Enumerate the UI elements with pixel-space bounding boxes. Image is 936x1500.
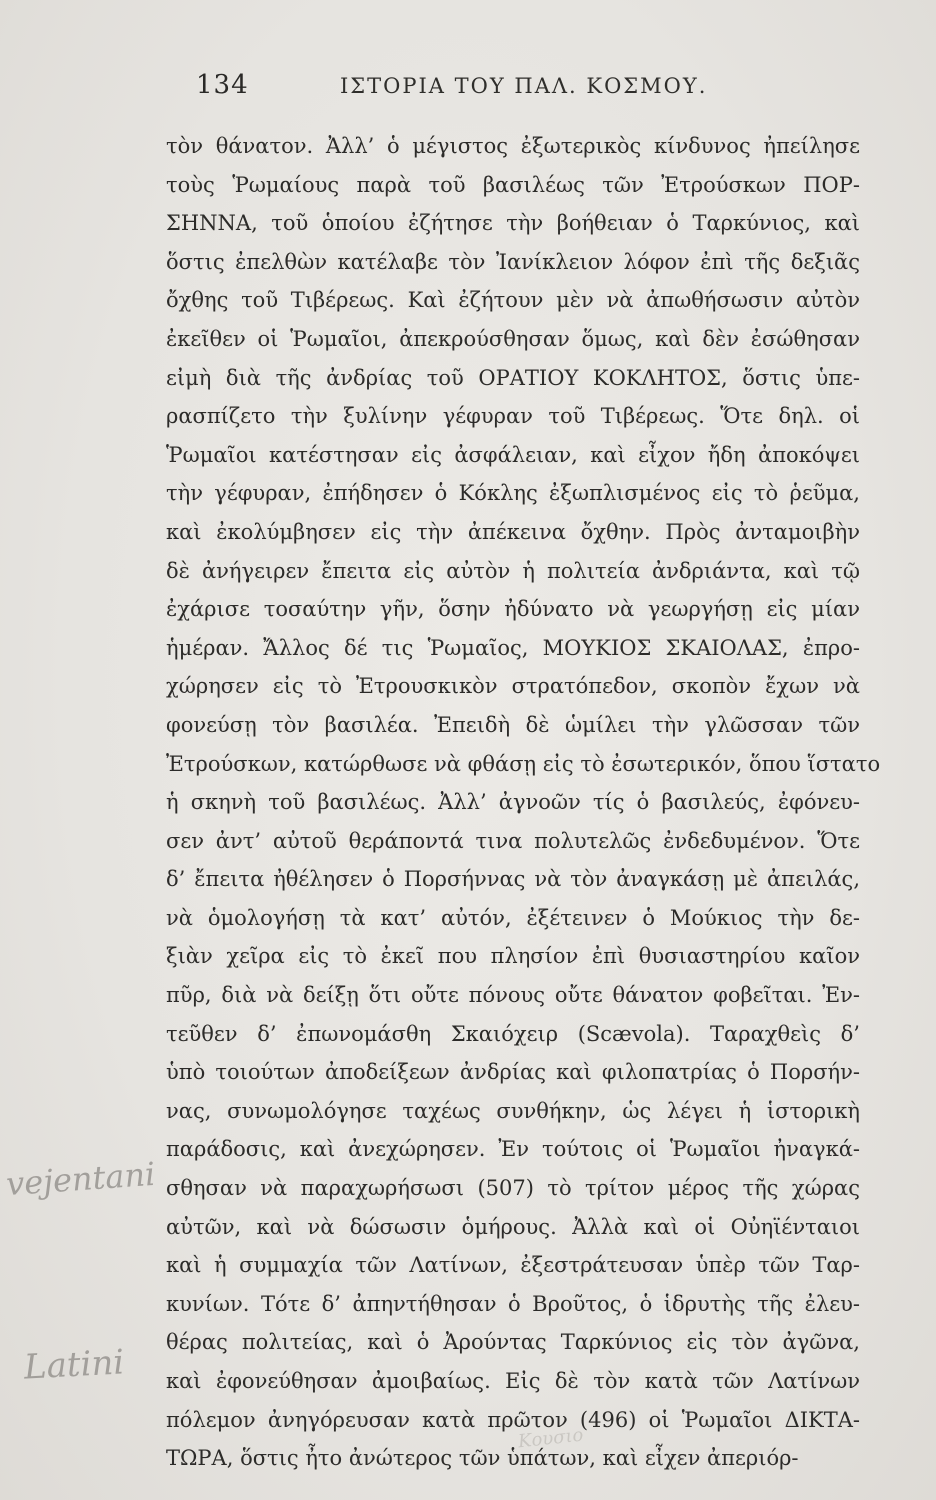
- text-line: φονεύσῃ τὸν βασιλέα. Ἐπειδὴ δὲ ὡμίλει τὴν γλῶσσαν τῶν: [166, 712, 860, 737]
- page-number: 134: [196, 70, 249, 100]
- text-line: τεῦθεν δ’ ἐπωνομάσθη Σκαιόχειρ (Scævola). Ταραχθεὶς δ’: [166, 1021, 860, 1046]
- faint-handwritten-note: Κουσιο: [517, 1424, 585, 1453]
- text-line: δὲ ἀνήγειρεν ἔπειτα εἰς αὐτὸν ἡ πολιτεία ἀνδριάντα, καὶ τῷ: [166, 558, 860, 583]
- page-header: [190, 64, 830, 104]
- text-line: καὶ ἐφονεύθησαν ἀμοιβαίως. Εἰς δὲ τὸν κατὰ τῶν Λατίνων: [166, 1369, 860, 1393]
- text-line: ΣΗΝΝΑ, τοῦ ὁποίου ἐζήτησε τὴν βοήθειαν ὁ Ταρκύνιος, καὶ: [166, 211, 860, 236]
- text-line: νὰ ὁμολογήσῃ τὰ κατ’ αὐτόν, ἐξέτεινεν ὁ Μούκιος τὴν δε-: [166, 905, 860, 930]
- text-line: ἡμέραν. Ἄλλος δέ τις Ῥωμαῖος, ΜΟΥΚΙΟΣ ΣΚΑΙΟΛΑΣ, ἐπρο-: [166, 635, 860, 660]
- text-line: ὑπὸ τοιούτων ἀποδείξεων ἀνδρίας καὶ φιλοπατρίας ὁ Πορσήν-: [166, 1060, 860, 1085]
- text-line: σθησαν νὰ παραχωρήσωσι (507) τὸ τρίτον μέρος τῆς χώρας: [166, 1176, 860, 1201]
- text-line: ἐχάρισε τοσαύτην γῆν, ὅσην ἠδύνατο νὰ γεωργήσῃ εἰς μίαν: [166, 597, 860, 622]
- handwritten-margin-note: vejentani: [4, 1154, 157, 1204]
- text-line: ξιὰν χεῖρα εἰς τὸ ἐκεῖ που πλησίον ἐπὶ θυσιαστηρίου καῖον: [166, 944, 860, 969]
- text-line: αὐτῶν, καὶ νὰ δώσωσιν ὁμήρους. Ἀλλὰ καὶ οἱ Οὐηϊένταιοι: [166, 1214, 860, 1239]
- text-line: πῦρ, διὰ νὰ δείξῃ ὅτι οὔτε πόνους οὔτε θάνατον φοβεῖται. Ἐν-: [166, 983, 860, 1008]
- text-line: ρασπίζετο τὴν ξυλίνην γέφυραν τοῦ Τιβέρεως. Ὅτε δηλ. οἱ: [166, 404, 860, 429]
- text-line: πόλεμον ἀνηγόρευσαν κατὰ πρῶτον (496) οἱ Ῥωμαῖοι ΔΙΚΤΑ-: [166, 1407, 860, 1432]
- text-line: καὶ ἡ συμμαχία τῶν Λατίνων, ἐξεστράτευσαν ὑπὲρ τῶν Ταρ-: [166, 1253, 860, 1278]
- text-line: σεν ἀντ’ αὐτοῦ θεράποντά τινα πολυτελῶς ἐνδεδυμένον. Ὅτε: [166, 828, 860, 853]
- running-title: ΙΣΤΟΡΙΑ ΤΟΥ ΠΑΛ. ΚΟΣΜΟΥ.: [340, 74, 708, 98]
- text-line: Ῥωμαῖοι κατέστησαν εἰς ἀσφάλειαν, καὶ εἶχον ἤδη ἀποκόψει: [166, 442, 860, 467]
- text-line: δ’ ἔπειτα ἠθέλησεν ὁ Πορσήννας νὰ τὸν ἀναγκάσῃ μὲ ἀπειλάς,: [166, 867, 860, 892]
- body-text: [166, 127, 881, 1478]
- text-line: τὸν θάνατον. Ἀλλ’ ὁ μέγιστος ἐξωτερικὸς κίνδυνος ἠπείλησε: [166, 134, 860, 158]
- text-line: ἐκεῖθεν οἱ Ῥωμαῖοι, ἀπεκρούσθησαν ὅμως, καὶ δὲν ἐσώθησαν: [166, 326, 860, 351]
- text-line: νας, συνωμολόγησε ταχέως συνθήκην, ὡς λέγει ἡ ἱστορικὴ: [166, 1098, 860, 1123]
- text-line: ΤΩΡΑ, ὅστις ἦτο ἀνώτερος τῶν ὑπάτων, καὶ εἶχεν ἀπεριόρ-: [166, 1446, 799, 1471]
- text-line: εἰμὴ διὰ τῆς ἀνδρίας τοῦ ΟΡΑΤΙΟΥ ΚΟΚΛΗΤΟΣ, ὅστις ὑπε-: [166, 365, 860, 390]
- text-line: Ἐτρούσκων, κατώρθωσε νὰ φθάσῃ εἰς τὸ ἐσωτερικόν, ὅπου ἵστατο: [166, 751, 881, 776]
- text-line: ἡ σκηνὴ τοῦ βασιλέως. Ἀλλ’ ἀγνοῶν τίς ὁ βασιλεύς, ἐφόνευ-: [166, 790, 860, 815]
- text-line: κυνίων. Τότε δ’ ἀπηντήθησαν ὁ Βροῦτος, ὁ ἱδρυτὴς τῆς ἐλευ-: [166, 1291, 860, 1316]
- text-line: καὶ ἐκολύμβησεν εἰς τὴν ἀπέκεινα ὄχθην. Πρὸς ἀνταμοιβὴν: [166, 519, 860, 544]
- text-line: παράδοσις, καὶ ἀνεχώρησεν. Ἐν τούτοις οἱ Ῥωμαῖοι ἠναγκά-: [166, 1137, 860, 1162]
- text-line: ὄχθης τοῦ Τιβέρεως. Καὶ ἐζήτουν μὲν νὰ ἀπωθήσωσιν αὐτὸν: [166, 288, 860, 313]
- handwritten-margin-note: Latini: [23, 1342, 126, 1388]
- text-line: θέρας πολιτείας, καὶ ὁ Ἀρούντας Ταρκύνιος εἰς τὸν ἀγῶνα,: [166, 1330, 860, 1355]
- text-line: τὴν γέφυραν, ἐπήδησεν ὁ Κόκλης ἐξωπλισμένος εἰς τὸ ῥεῦμα,: [166, 481, 860, 506]
- text-line: ὅστις ἐπελθὼν κατέλαβε τὸν Ἰανίκλειον λόφον ἐπὶ τῆς δεξιᾶς: [166, 249, 860, 274]
- text-line: χώρησεν εἰς τὸ Ἐτρουσκικὸν στρατόπεδον, σκοπὸν ἔχων νὰ: [166, 674, 860, 699]
- text-line: τοὺς Ῥωμαίους παρὰ τοῦ βασιλέως τῶν Ἐτρούσκων ΠΟΡ-: [166, 172, 860, 197]
